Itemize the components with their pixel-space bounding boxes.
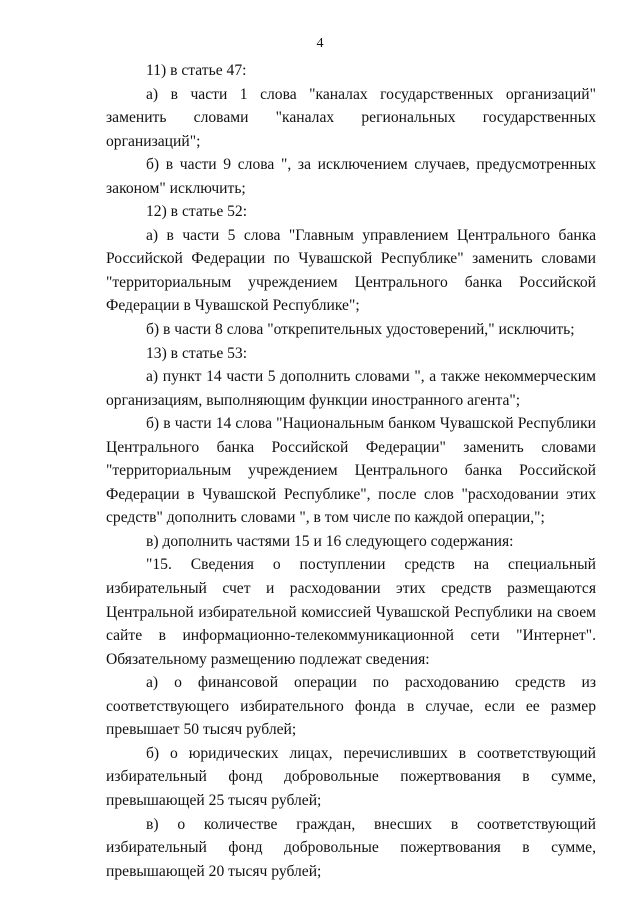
paragraph-52-b: б) в части 8 слова "открепительных удостоверений," исключить; [146, 321, 575, 339]
paragraph-15-b: б) о юридических лицах, перечисливших в соответствующий избирательный фонд добровольные пожертвования в сумме, превышающей 25 тысяч рублей; [106, 744, 596, 809]
paragraph-part-15: "15. Сведения о поступлении средств на специальный избирательный счет и расходовании этих средств размещаются Центральной избирательной комиссией Чувашской Республики на своем сайте в информационно-телекоммуникационной сети "Интернет". Обязательному размещению подлежат сведения: [106, 556, 596, 668]
document-body [106, 59, 596, 883]
paragraph-15-a: а) о финансовой операции по расходованию средств из соответствующего избирательного фонда в случае, если ее размер превышает 50 тысяч рублей; [106, 674, 596, 739]
paragraph-15-v: в) о количестве граждан, внесших в соответствующий избирательный фонд добровольные пожертвования в сумме, превышающей 20 тысяч рублей; [106, 815, 596, 880]
paragraph-53-v: в) дополнить частями 15 и 16 следующего содержания: [146, 532, 514, 550]
paragraph-53-a: а) пункт 14 части 5 дополнить словами ", а также некоммерческим организациям, выполняющим функции иностранного агента"; [106, 368, 596, 409]
paragraph-52-a: а) в части 5 слова "Главным управлением Центрального банка Российской Федерации по Чувашской Республике" заменить словами "территориальным учреждением Центрального банка Российской Федерации в Чувашской Республике"; [106, 226, 596, 315]
paragraph-article-53: 13) в статье 53: [146, 344, 248, 362]
page-number: 4 [316, 36, 324, 51]
paragraph-article-52: 12) в статье 52: [146, 203, 248, 221]
paragraph-47-b: б) в части 9 слова ", за исключением случаев, предусмотренных законом" исключить; [106, 156, 596, 197]
paragraph-article-47: 11) в статье 47: [146, 62, 247, 79]
paragraph-47-a: а) в части 1 слова "каналах государственных организаций" заменить словами "каналах региональных государственных организаций"; [106, 85, 596, 150]
paragraph-53-b: б) в части 14 слова "Национальным банком Чувашской Республики Центрального банка Российской Федерации" заменить словами "территориальным учреждением Центрального банка Российской Федерации в Чувашской Республике", после слов "расходовании этих средств" дополнить словами ", в том числе по каждой операции,"; [106, 415, 596, 527]
